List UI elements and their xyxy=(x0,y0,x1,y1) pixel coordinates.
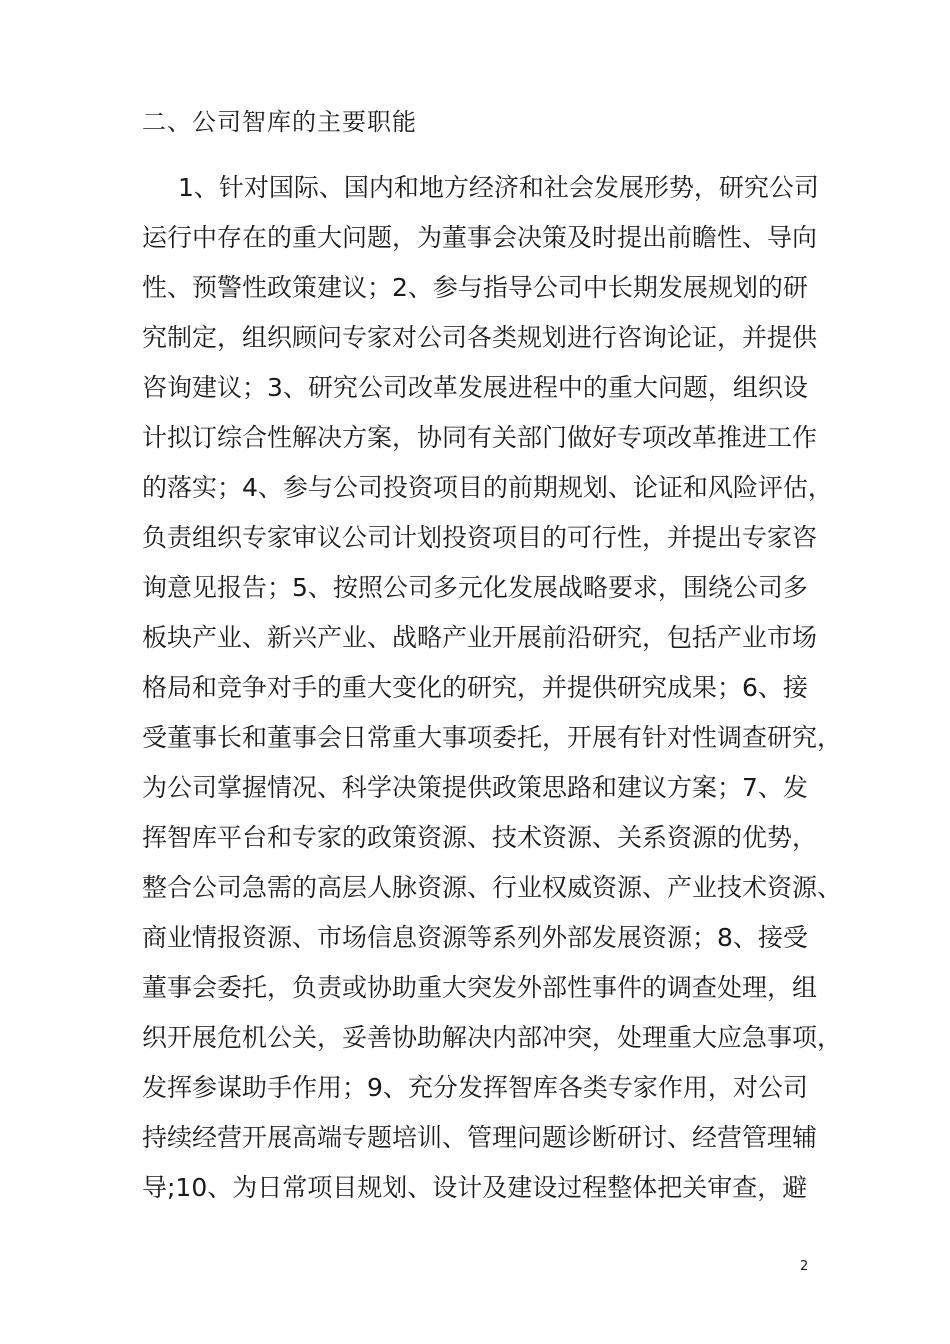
paragraph-line: 格局和竞争对手的重大变化的研究，并提供研究成果；6、接 xyxy=(142,673,808,702)
paragraph-line: 董事会委托，负责或协助重大突发外部性事件的调查处理，组 xyxy=(142,973,818,1002)
section-heading: 二、公司智库的主要职能 xyxy=(142,108,417,136)
paragraph-line: 商业情报资源、市场信息资源等系列外部发展资源；8、接受 xyxy=(142,923,808,952)
paragraph-line: 导;10、为日常项目规划、设计及建设过程整体把关审查，避 xyxy=(142,1173,808,1202)
paragraph-line: 询意见报告；5、按照公司多元化发展战略要求，围绕公司多 xyxy=(142,573,808,602)
paragraph-line: 为公司掌握情况、科学决策提供政策思路和建议方案；7、发 xyxy=(142,773,808,802)
paragraph-line: 1、针对国际、国内和地方经济和社会发展形势，研究公司 xyxy=(178,173,819,202)
paragraph-line: 咨询建议；3、研究公司改革发展进程中的重大问题，组织设 xyxy=(142,373,808,402)
body-paragraph xyxy=(142,163,843,1213)
paragraph-line: 计拟订综合性解决方案，协同有关部门做好专项改革推进工作 xyxy=(142,423,818,452)
paragraph-line: 发挥参谋助手作用；9、充分发挥智库各类专家作用，对公司 xyxy=(142,1073,808,1102)
paragraph-line: 性、预警性政策建议；2、参与指导公司中长期发展规划的研 xyxy=(142,273,808,302)
paragraph-line: 整合公司急需的高层人脉资源、行业权威资源、产业技术资源、 xyxy=(142,873,843,902)
paragraph-line: 持续经营开展高端专题培训、管理问题诊断研讨、经营管理辅 xyxy=(142,1123,818,1152)
paragraph-line: 受董事长和董事会日常重大事项委托，开展有针对性调查研究， xyxy=(142,723,843,752)
paragraph-line: 织开展危机公关，妥善协助解决内部冲突，处理重大应急事项， xyxy=(142,1023,843,1052)
paragraph-line: 负责组织专家审议公司计划投资项目的可行性，并提出专家咨 xyxy=(142,523,818,552)
page-number: 2 xyxy=(800,1259,809,1274)
paragraph-line: 板块产业、新兴产业、战略产业开展前沿研究，包括产业市场 xyxy=(142,623,818,652)
paragraph-line: 运行中存在的重大问题，为董事会决策及时提出前瞻性、导向 xyxy=(142,223,818,252)
paragraph-line: 的落实；4、参与公司投资项目的前期规划、论证和风险评估， xyxy=(142,473,833,502)
paragraph-line: 挥智库平台和专家的政策资源、技术资源、关系资源的优势， xyxy=(142,823,818,852)
paragraph-line: 究制定，组织顾问专家对公司各类规划进行咨询论证，并提供 xyxy=(142,323,818,352)
